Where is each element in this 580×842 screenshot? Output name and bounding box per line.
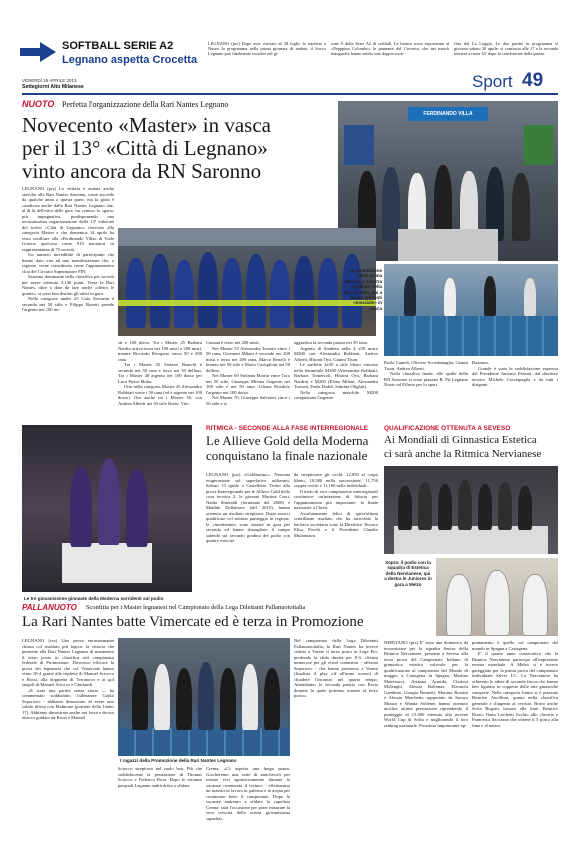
art1-title-3: vinto ancora da RN Saronno (22, 159, 262, 183)
art1-photo-team (118, 228, 376, 336)
art4-photo (118, 638, 290, 756)
header-teaser-col2: rone A della Serie A2 di softball. Le bianco rosse esporranno al «Pepppino Colombo» le pamense del Crocetta, che nei match inaugurale hanno subìto una doppia scon- (331, 41, 449, 57)
art4-col1: LEGNANO (cra) Una prova entusiasmante chiusa col risultato più logico: la vittoria che permette alla Rari Nantes Legnano di mantenere il terzo posto in classifica nel campionato federale di Promozione. Doveroso efficace la prova dei legnanesi che col Vimercate hanno vinto 10-4 grazie alle triplette di Manuel Sciocco e Rossi, alla doppietta di Terranova e ai gol singoli di Manuel Sciocco e Ghirlandi. «E stata una partita senza storia — ha commentato soddisfatto l'allenatore Gojko Seporovic - abbiamo dimostrato di avere uno solido difesa con Malmone (portiere della Under 17). Abbiamo dimostrato anche noi forse e deciso attacco guidato da Rossi e Manuel (22, 638, 114, 720)
art1-kicker: NUOTO (22, 99, 55, 109)
art4-kicker: PALLANUOTO (22, 603, 77, 612)
art3-col1: NERVIANO (prs) E' stata una domenica da incorniciare per la squadra Senior della Ritmica Nervianese, presente a Seveso alla terza prova del Campionato Italiano di ginnastica estetica valevole per la qualificazione al campionato del Mondo di maggio a Cartagena in Spagna. Martina Mattesucci, Arianna Armida, Clarissa Molenghi, Alessia Ballonaz, Eleonora Gambino, Giorgia Brunetti, Martina Rossini e Alessia Marchetto supportate da Soraya Monza e Wanda Sollener hanno ottenuto un'altra ottima prestazione riprendendo il punteggio di 15.600 ottenuto alla recente World Cup di Sofia e migliorando il loro ranking nazionale. Prossimo impoturante ap- (384, 640, 468, 728)
header-paper: Settegiorni Alto Milanese (22, 84, 84, 90)
art2-kicker: RITMICA - SECONDE ALLA FASE INTERREGIONALE (206, 425, 369, 432)
art4-col2: Sciocco strepitoso nel ruolo boa. Più che soddisfacente la prestazione di Thomas Sciocco e Federico Rosa. Dopo le vacanze pasquali Legnano andrà dritta a sfidare (118, 766, 202, 788)
art3-caption: Sopra: il podio con la squadra di Estetica della Nervianese, qui a destra le Juniores in gara a Melzo (384, 560, 432, 587)
header-section: SOFTBALL SERIE A2 (62, 40, 174, 52)
art1-col2: sti e 100 dorso. Tra i Master 25 Barbara Nardin arriva terza nei 100 misti e 200 misti, mentre Riccardo Recupero vince 50 e 200 rana. Tra i Master 35 Stefano Bianchi è secondo nei 50 rana e terzo nei 50 delfino. Tra i Master 40 argento nei 100 dorso per Luca Pietro Motta. Orto nella categoria Master 45 Alessandro Robbiati vince i 50 rana (ed è argento nei 100 dorso). Oro anche tra i Master 50, con Andrea Alberti nei 50 stile libero. Vito (118, 340, 202, 406)
art1-col1: LEGNANO (prs) La vittoria è andata anche stavolta alla Rari Nantes Saronno, come succede da qualche anno a questa parte, ma la gioia è condivisa anche dalla Rari Nantes Legnano che, al di là dell'esito delle gare, ha «vinto» la «gara» più impegnativa, predisponendo una accuratissima organizzazione della 13ª edizione del trofeo «Città di Legnano» riservato alla categoria Master e che domenica 14 aprile ha visto confluire alla «Ferdinando Villa» di Viale Gorizia qualcosa come 910 nuotatori in rappresentanza di 75 società. Un numero incredibile di partecipanti che hanno dato vita ad una manifestazione che, a ragione, viene considerata come l'appuntamento clou del Circuito Supermaster FIN. Saronno dominante nella classifica per società per avere ottenuto 3.146 punti. Terza la Rari Nantes, oltre a dare da fare anche «dietro le quinte», si sono ben distinti gli atleti in gara. Nella categoria under 25 Gaia Stevanin è seconda nei 50 stile e Filippo Bosetti prende l'argento nei 100 mi- (22, 186, 114, 312)
art1-col5: Paolo Canedi, Oliviero Scordamaglia, Gianni Tison, Andrea Alberti. Nella classifica finale, alle spalle della RN Saronno si sono piazzati B. Fit Legnano Nuoto ed Efferto per lo sport (384, 360, 468, 387)
header-teaser-title: Legnano aspetta Crocetta (62, 54, 198, 66)
art3-photo-podium (384, 466, 558, 554)
header-date: VENERDÌ 19 APRILE 2013 (22, 78, 77, 83)
header-page-number: 49 (522, 70, 544, 91)
art1-col3: Cassata è terzo nei 200 misti. Nei Master 55 Alessandra Torsoni vince i 50 rana, Giovanni Milani è secondo nei 200 misti e terzo nei 200 rana, Marco Renelli è bronzo nei 50 stile e Mario Castiglioni nei 50 delfino. Nei Master 60 Stefania Martin vince l'oro nei 50 stile, Giuseppe Milona l'argento nei 100 stile e nei 50 rana, Liliana Rondolo l'argento nei 100 dorso. Nei Master 70, Giuseppe Salvatori vince i 50 stile e si (206, 340, 290, 406)
header-rule (22, 93, 558, 95)
art4-title: La Rari Nantes batte Vimercate ed è terza in Promozione (22, 614, 364, 630)
art3-kicker: QUALIFICAZIONE OTTENUTA A SEVESO (384, 425, 511, 432)
art1-photo-pool (384, 264, 558, 356)
art2-title-2: conquistano la finale nazionale (206, 448, 368, 463)
art3-photo-juniores (436, 558, 558, 636)
art4-col3: Crema: «Ci aspetta una lunga pausa. Giocheremo una serie di amichevoli per restare vivi agonisticamente durante le vacanze commenta il tecnico - effettuermo un massiccio lavoro in palestra e in acqua per continuare bene il campionato. Dopo le vacanze andremo a sfidare la capolista Crema: sarà l'occasione per poter misurare la vera crescita della nostra giovanissima squadra». (206, 766, 290, 821)
art1-col4: aggiudica la seconda piazza nei 50 rana. Argento di Stadtera nella 4 x50 misto M200 con Alessandra Robbiati, Andrea Alberti, Hitomi Oya, Gianni Tison. Le staffette 4x50 a stile libero vincono nella femminile M160 (Alessandra Robbiati, Barbara Tomerzoli, Hitomi Oya, Barbara Nardin) e M200 (Elena Milani, Alessandra Torsoni, Paola Daddi, Sabrina Oliglati). Nella categoria maschile M200 conquistano l'argento (294, 340, 378, 400)
art2-col1: LEGNANO (prs) «Goldissimo». Nessuna esagerazione sul superlativo utilizzato. Sabato 13 aprile a Castellotto Ticino alla prova Interregionale per le Allieve Gold della cosa tecnica 2, le giovani Martina Cerri, Nadia Smeraldi (terminate del 2008) e Matilde Dellamore (del 2010), hanno ottenuto un risultato strepitoso. Dopo esserci qualificate col settimo punteggio in regione, le «modernine» sono entrate in gara per seconda ed hanno sbaragliato il campo salendo sul secondo gradino del podio con quattro esercizi (206, 472, 290, 543)
art3-title-2: ci sarà anche la Ritmica Nervianese (384, 448, 542, 460)
art3-title-1: Ai Mondiali di Ginnastica Estetica (384, 434, 537, 446)
header-teaser-col3: fitta dal La Loggia. Le due partite in programma si giocano sabato 20 aprile: si comincia alle 17 e la seconda inizierà a ruota 45' dopo la conclusione della prima. (454, 41, 558, 57)
art4-caption: I ragazzi della Promozione della Rari Nantes Legnano (120, 758, 237, 763)
art1-title-1: Novecento «Master» in vasca (22, 113, 271, 137)
art1-banner: FERDINANDO VILLA (408, 107, 488, 121)
art1-col6: Bazzano. Grande è stata la soddisfazione espressa dal Presidente Antonio Pensati, dal direttore tecnico Michele Cacciapaglia e da tutti i dirigenti. (472, 360, 558, 387)
art2-caption: Le tre giovanissime ginnaste della Moderna sorridenti sul podio (24, 596, 164, 601)
header-sport: Sport (472, 72, 513, 91)
header-teaser-col1: LEGNANO (prs) Dopo aver rinviato al 28 luglio la trasferta a Nuoro la programma nella prima giornata di andata, il Socco Legnano può finalmente esordire nel gi- (208, 41, 326, 57)
art1-kicker-sub: Perfetta l'organizzazione della Rari Nantes Legnano (62, 100, 229, 109)
art3-col2: puntamento è quello col campionato del mondo in Spagna a Cartagena. E' il quarto anno consecutivo che la Ritmica Nervianese partecipa all'importante evento mondiale. A Melzo si è invece gareggiato per la prima prova del campionato individuale Silver LC. La Nervianese ha schierato le atlete di seconda fascia che hanno ben figurato in coppette delle arie ginastiche categorie. Nella categoria Junior si è piazzata Beatrice Ancilloni, quinta nella classifica generale e d'argento al cerchio. Bravo anche Sofia Bugoni, bronzo alla fune. Beatrice Rizzo, Ilaria Lischetti ficchio allo clavette e Francesca Saccazza che ottiene il 5 posto alla fune e al nastro. (472, 640, 558, 728)
art2-photo (22, 425, 192, 592)
art1-caption: La premiazione della prima società, a sinistra il gruppo della Rari Nantes, qui a destra presenti «mezziale» in vasca (343, 268, 382, 311)
art4-col4: Nel campionato della Lega Dilettanti Pallanuotoitalia, la Rari Nantes ha invece ceduto a Varese il terzo posto in Lega Pro, perdendo la sfida diretta per 8-3: «Senza numerose per gli errori commessi - afferma Seporovic - che hanno permesso a Varese (finalista il play off all'anno scorso) di chiudere l'incontro nel quarto tempo. Attendiamo la seconda partita con Pavia durante la quale potremo tornare al terzo posto». (294, 638, 378, 698)
art2-col2: da strepitorare gli occhi: 12,850 al corpo libero, 10,300 nella successione, 11,750 coppia cerchi e 11,100 nelle individuali. Il titolo di vice campionesse interregionali costituisce un'iniezione di fiducia per l'appuntamento più importante: la finale nazionale a Chieti. Assolutamente felici di quest'ultimo scintillante risultato che ha arricchito la bacheca societaria sono la Direttrice Tecnica Elisa Porchi e il Presidente Claudio Mulanisura. (294, 472, 378, 538)
art1-title-2: per il 13° «Città di Legnano» (22, 136, 268, 160)
art2-title-1: Le Allieve Gold della Moderna (206, 433, 369, 448)
art4-kicker-sub: Sconfitta per i Master legnanesi nel Campionato della Lega Dilettanti Pallanuotoitalia (86, 604, 306, 611)
header-arrow-icon (20, 42, 56, 62)
